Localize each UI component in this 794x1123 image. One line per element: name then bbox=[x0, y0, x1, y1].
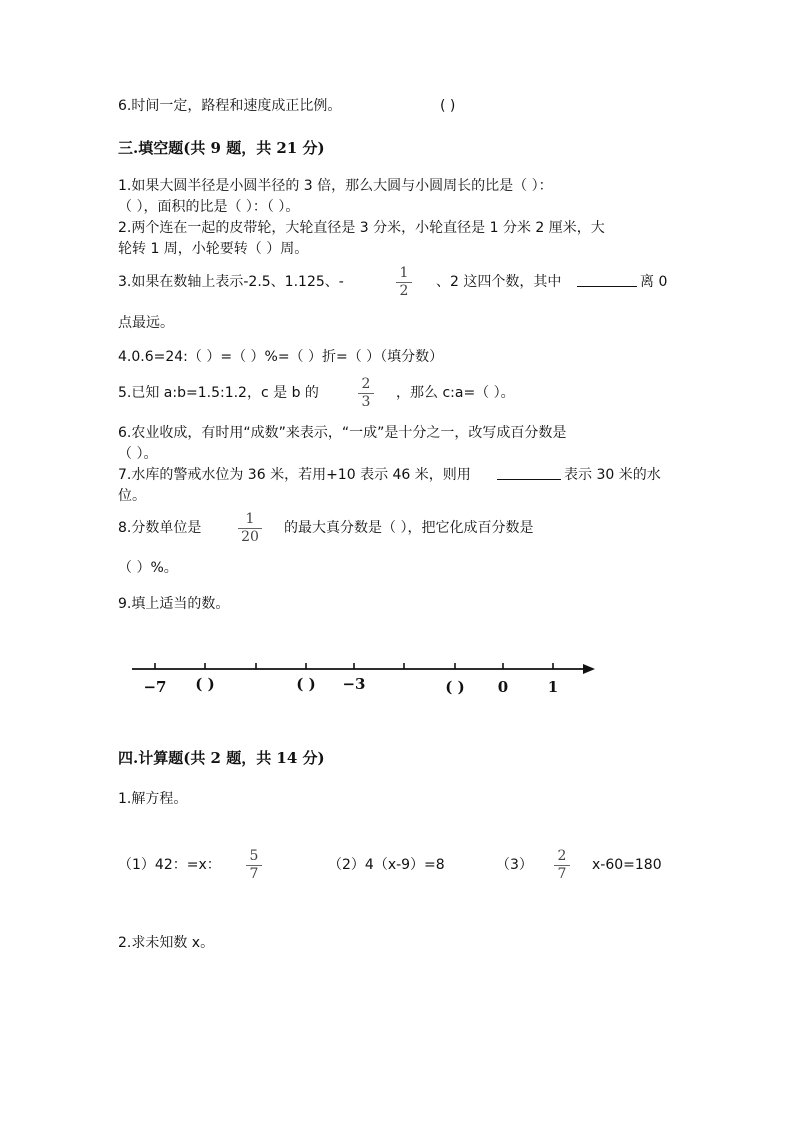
fill-question-6-line2: （ ）。 bbox=[118, 446, 158, 462]
section-4-heading: 四.计算题(共 2 题，共 14 分) bbox=[118, 749, 325, 767]
fill-question-7-part1: 7.水库的警戒水位为 36 米，若用+10 表示 46 米，则用 bbox=[118, 467, 471, 483]
fraction-numerator: 1 bbox=[399, 265, 409, 281]
section-3-heading: 三.填空题(共 9 题，共 21 分) bbox=[118, 139, 325, 157]
fill-question-9: 9.填上适当的数。 bbox=[118, 596, 230, 612]
fraction-denominator: 20 bbox=[241, 529, 259, 545]
fill-question-1-line1: 1.如果大圆半径是小圆半径的 3 倍，那么大圆与小圆周长的比是（ ）： bbox=[118, 178, 553, 194]
equation-3-rest: x-60=180 bbox=[592, 857, 662, 873]
fill-question-3-part3: 离 0 bbox=[640, 274, 668, 290]
calc-question-1-title: 1.解方程。 bbox=[118, 791, 188, 807]
equation-2-text: （2）4（x-9）=8 bbox=[328, 857, 445, 873]
fill-question-5-part1: 5.已知 a:b=1.5:1.2，c 是 b 的 bbox=[118, 385, 319, 401]
fraction-one-half bbox=[396, 266, 412, 299]
fill-question-3-blank[interactable] bbox=[577, 272, 637, 293]
label-neg-7: −7 bbox=[143, 678, 167, 696]
fraction-numerator: 1 bbox=[245, 511, 255, 527]
equation-3-label: （3） bbox=[496, 857, 533, 873]
fill-question-7-blank[interactable] bbox=[497, 465, 561, 486]
blank-box-2[interactable]: ( ) bbox=[296, 675, 316, 693]
fill-question-8-line2: （ ）%。 bbox=[118, 560, 178, 576]
label-neg-3: −3 bbox=[342, 675, 366, 693]
number-line bbox=[125, 655, 605, 700]
fill-question-6-line1: 6.农业收成，有时用“成数”来表示，“一成”是十分之一，改写成百分数是 bbox=[118, 425, 567, 441]
fraction-one-twentieth bbox=[238, 512, 262, 545]
fill-question-2-line1: 2.两个连在一起的皮带轮，大轮直径是 3 分米，小轮直径是 1 分米 2 厘米，大 bbox=[118, 220, 605, 236]
fill-question-2-line2: 轮转 1 周，小轮要转（ ）周。 bbox=[118, 241, 309, 257]
fraction-numerator: 2 bbox=[557, 848, 567, 864]
fraction-denominator: 2 bbox=[399, 283, 409, 299]
fill-question-7-line2: 位。 bbox=[118, 488, 146, 504]
blank-box-1[interactable]: ( ) bbox=[195, 675, 215, 693]
fill-question-5-part2: ，那么 c:a=（ ）。 bbox=[396, 385, 515, 401]
fraction-five-sevenths bbox=[246, 849, 262, 882]
fraction-two-thirds bbox=[358, 377, 374, 410]
blank-box-3[interactable]: ( ) bbox=[445, 678, 465, 696]
fill-question-3-line2: 点最远。 bbox=[118, 315, 174, 331]
label-0: 0 bbox=[497, 678, 509, 696]
judge-question-6: 6.时间一定，路程和速度成正比例。 bbox=[118, 98, 342, 114]
fill-question-8-part1: 8.分数单位是 bbox=[118, 520, 202, 536]
fraction-numerator: 2 bbox=[361, 376, 371, 392]
fill-question-4: 4.0.6=24:（ ）=（ ）%=（ ）折=（ ）（填分数） bbox=[118, 349, 444, 365]
number-line-arrow-icon bbox=[583, 664, 595, 674]
fill-question-3-part1: 3.如果在数轴上表示-2.5、1.125、- bbox=[118, 274, 344, 290]
fill-question-1-line2: （ ），面积的比是（ ）：（ ）。 bbox=[118, 199, 300, 215]
equation-1-text: （1）42：=x： bbox=[118, 857, 221, 873]
fraction-denominator: 3 bbox=[361, 394, 371, 410]
fraction-two-sevenths bbox=[554, 849, 570, 882]
fill-question-3-part2: 、2 这四个数，其中 bbox=[436, 274, 562, 290]
fraction-denominator: 7 bbox=[557, 866, 567, 882]
fraction-numerator: 5 bbox=[249, 848, 259, 864]
fraction-denominator: 7 bbox=[249, 866, 259, 882]
fill-question-8-part2: 的最大真分数是（ ），把它化成百分数是 bbox=[284, 520, 534, 536]
fill-question-7-part2: 表示 30 米的水 bbox=[564, 467, 661, 483]
judge-answer-paren[interactable]: ( ) bbox=[440, 98, 456, 114]
calc-question-2-title: 2.求未知数 x。 bbox=[118, 935, 215, 951]
label-1: 1 bbox=[547, 678, 559, 696]
